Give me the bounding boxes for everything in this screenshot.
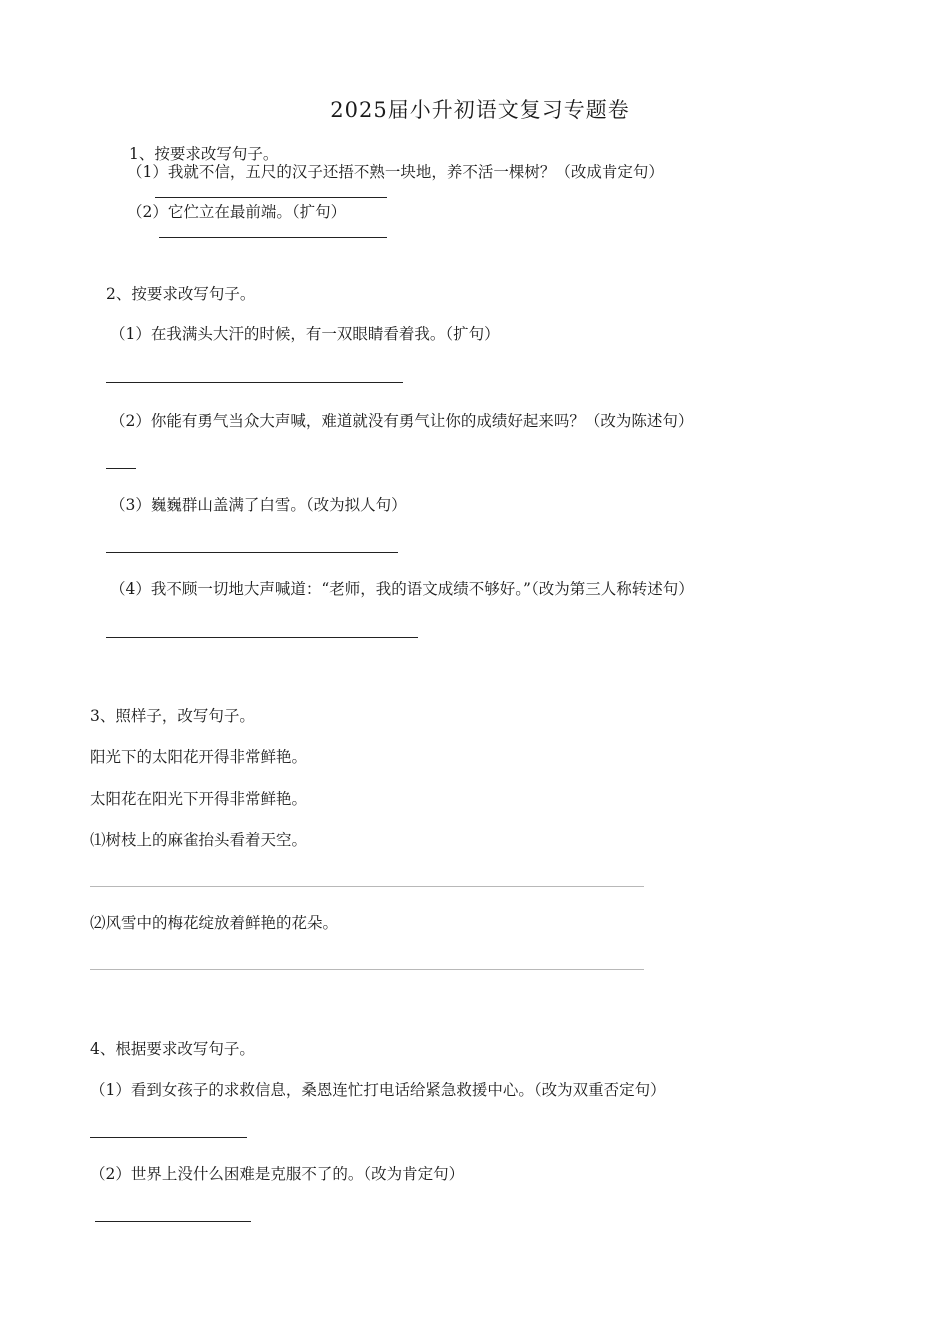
q1-item-1: （1）我就不信，五尺的汉子还捂不熟一块地，养不活一棵树？（改成肯定句） [127, 163, 664, 181]
q2-item-4: （4）我不顾一切地大声喊道：“老师，我的语文成绩不够好。”（改为第三人称转述句） [110, 580, 694, 598]
q2-answer-line-2[interactable] [106, 468, 136, 469]
q4-heading: 4、根据要求改写句子。 [90, 1040, 255, 1058]
q3-item-2: ⑵风雪中的梅花绽放着鲜艳的花朵。 [90, 914, 339, 932]
q2-answer-line-1[interactable] [106, 382, 403, 383]
q2-answer-line-4[interactable] [106, 637, 418, 638]
q2-answer-line-3[interactable] [106, 552, 398, 553]
q3-answer-line-1[interactable] [90, 886, 644, 887]
page-title: 2025届小升初语文复习专题卷 [330, 98, 630, 122]
q1-heading: 1、按要求改写句子。 [129, 145, 279, 163]
q2-heading: 2、按要求改写句子。 [106, 285, 256, 303]
q1-answer-line-1[interactable] [155, 197, 387, 198]
q2-item-2: （2）你能有勇气当众大声喊，难道就没有勇气让你的成绩好起来吗？（改为陈述句） [110, 412, 694, 430]
q2-item-3: （3）巍巍群山盖满了白雪。（改为拟人句） [110, 496, 407, 514]
q2-item-1: （1）在我满头大汗的时候，有一双眼睛看着我。（扩句） [110, 325, 500, 343]
q3-item-1: ⑴树枝上的麻雀抬头看着天空。 [90, 831, 308, 849]
q1-item-2: （2）它伫立在最前端。（扩句） [127, 203, 347, 221]
q4-item-1: （1）看到女孩子的求救信息，桑恩连忙打电话给紧急救援中心。（改为双重否定句） [90, 1081, 666, 1099]
q3-example-1: 阳光下的太阳花开得非常鲜艳。 [90, 748, 308, 766]
q3-heading: 3、照样子，改写句子。 [90, 707, 255, 725]
q4-answer-line-1[interactable] [90, 1137, 247, 1138]
q3-example-2: 太阳花在阳光下开得非常鲜艳。 [90, 790, 308, 808]
q4-item-2: （2）世界上没什么困难是克服不了的。（改为肯定句） [90, 1165, 465, 1183]
q4-answer-line-2[interactable] [95, 1221, 251, 1222]
q3-answer-line-2[interactable] [90, 969, 644, 970]
q1-answer-line-2[interactable] [159, 237, 387, 238]
